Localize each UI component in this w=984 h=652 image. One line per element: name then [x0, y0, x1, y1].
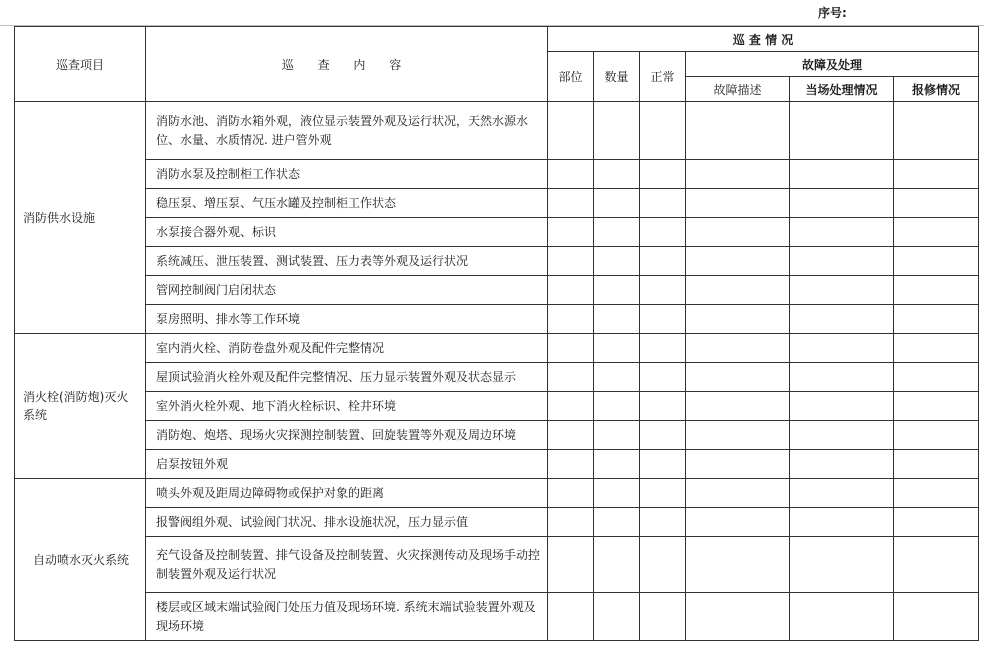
cell-count[interactable] [594, 363, 640, 392]
cell-normal[interactable] [640, 593, 686, 641]
cell-normal[interactable] [640, 363, 686, 392]
cell-onsite-handling[interactable] [790, 363, 894, 392]
inspection-item: 管网控制阀门启闭状态 [146, 276, 548, 305]
cell-fault-description[interactable] [686, 421, 790, 450]
table-row [15, 479, 979, 508]
cell-onsite-handling[interactable] [790, 247, 894, 276]
inspection-item: 楼层或区域末端试验阀门处压力值及现场环境. 系统末端试验装置外观及现场环境 [146, 593, 548, 641]
table-row [15, 392, 979, 421]
inspection-item: 泵房照明、排水等工作环境 [146, 305, 548, 334]
inspection-rows [15, 102, 979, 641]
cell-fault-description[interactable] [686, 276, 790, 305]
cell-location[interactable] [548, 189, 594, 218]
cell-normal[interactable] [640, 537, 686, 593]
cell-location[interactable] [548, 102, 594, 160]
cell-location[interactable] [548, 508, 594, 537]
header-location: 部位 [548, 52, 594, 102]
cell-onsite-handling[interactable] [790, 218, 894, 247]
cell-normal[interactable] [640, 276, 686, 305]
inspection-item: 室内消火栓、消防卷盘外观及配件完整情况 [146, 334, 548, 363]
cell-fault-description[interactable] [686, 160, 790, 189]
table-row [15, 450, 979, 479]
cell-count[interactable] [594, 305, 640, 334]
cell-normal[interactable] [640, 305, 686, 334]
cell-location[interactable] [548, 334, 594, 363]
table-row [15, 305, 979, 334]
header-inspection-item: 巡查项目 [15, 27, 146, 102]
category-water-supply: 消防供水设施 [15, 102, 146, 334]
table-row [15, 537, 979, 593]
cell-repair-status[interactable] [894, 593, 979, 641]
cell-onsite-handling[interactable] [790, 537, 894, 593]
cell-repair-status[interactable] [894, 160, 979, 189]
inspection-item: 水泵接合器外观、标识 [146, 218, 548, 247]
table-row [15, 334, 979, 363]
cell-fault-description[interactable] [686, 479, 790, 508]
category-hydrant-system: 消火栓(消防炮)灭火系统 [15, 334, 146, 479]
cell-onsite-handling[interactable] [790, 189, 894, 218]
table-row [15, 421, 979, 450]
cell-repair-status[interactable] [894, 363, 979, 392]
cell-count[interactable] [594, 247, 640, 276]
cell-repair-status[interactable] [894, 450, 979, 479]
table-row [15, 247, 979, 276]
cell-count[interactable] [594, 334, 640, 363]
cell-fault-description[interactable] [686, 247, 790, 276]
cell-repair-status[interactable] [894, 479, 979, 508]
cell-repair-status[interactable] [894, 334, 979, 363]
cell-onsite-handling[interactable] [790, 305, 894, 334]
table-row [15, 218, 979, 247]
cell-fault-description[interactable] [686, 508, 790, 537]
cell-repair-status[interactable] [894, 537, 979, 593]
table-row [15, 189, 979, 218]
cell-count[interactable] [594, 479, 640, 508]
serial-number-label: 序号: [818, 6, 847, 20]
table-row [15, 102, 979, 160]
category-sprinkler-system: 自动喷水灭火系统 [15, 479, 146, 641]
cell-onsite-handling[interactable] [790, 450, 894, 479]
cell-fault-description[interactable] [686, 218, 790, 247]
cell-location[interactable] [548, 218, 594, 247]
cell-onsite-handling[interactable] [790, 421, 894, 450]
cell-repair-status[interactable] [894, 421, 979, 450]
header-fault-description: 故障描述 [686, 77, 790, 102]
header-repair-status: 报修情况 [894, 77, 979, 102]
cell-count[interactable] [594, 450, 640, 479]
inspection-item: 喷头外观及距周边障碍物或保护对象的距离 [146, 479, 548, 508]
cell-fault-description[interactable] [686, 537, 790, 593]
inspection-item: 消防水泵及控制柜工作状态 [146, 160, 548, 189]
cell-onsite-handling[interactable] [790, 102, 894, 160]
cell-location[interactable] [548, 450, 594, 479]
cell-fault-description[interactable] [686, 102, 790, 160]
inspection-item: 消防炮、炮塔、现场火灾探测控制装置、回旋装置等外观及周边环境 [146, 421, 548, 450]
cell-count[interactable] [594, 276, 640, 305]
cell-normal[interactable] [640, 334, 686, 363]
cell-fault-description[interactable] [686, 450, 790, 479]
cell-normal[interactable] [640, 508, 686, 537]
cell-repair-status[interactable] [894, 305, 979, 334]
cell-onsite-handling[interactable] [790, 392, 894, 421]
inspection-item: 稳压泵、增压泵、气压水罐及控制柜工作状态 [146, 189, 548, 218]
cell-fault-description[interactable] [686, 189, 790, 218]
table-row [15, 276, 979, 305]
cell-onsite-handling[interactable] [790, 479, 894, 508]
cell-repair-status[interactable] [894, 102, 979, 160]
cell-onsite-handling[interactable] [790, 276, 894, 305]
cell-count[interactable] [594, 160, 640, 189]
cell-location[interactable] [548, 593, 594, 641]
inspection-item: 屋顶试验消火栓外观及配件完整情况、压力显示装置外观及状态显示 [146, 363, 548, 392]
cell-repair-status[interactable] [894, 508, 979, 537]
inspection-item: 消防水池、消防水箱外观，液位显示装置外观及运行状况，天然水源水位、水量、水质情况. 进户管外观 [146, 102, 548, 160]
cell-location[interactable] [548, 160, 594, 189]
cell-fault-description[interactable] [686, 305, 790, 334]
cell-normal[interactable] [640, 218, 686, 247]
inspection-item: 室外消火栓外观、地下消火栓标识、栓井环境 [146, 392, 548, 421]
cell-location[interactable] [548, 392, 594, 421]
table-row [15, 363, 979, 392]
cell-normal[interactable] [640, 160, 686, 189]
cell-location[interactable] [548, 537, 594, 593]
cell-normal[interactable] [640, 421, 686, 450]
cell-repair-status[interactable] [894, 392, 979, 421]
header-normal: 正常 [640, 52, 686, 102]
inspection-item: 启泵按钮外观 [146, 450, 548, 479]
table-row [15, 593, 979, 641]
table-row [15, 160, 979, 189]
cell-onsite-handling[interactable] [790, 160, 894, 189]
cell-count[interactable] [594, 508, 640, 537]
header-onsite-handling: 当场处理情况 [790, 77, 894, 102]
header-fault-handling: 故障及处理 [686, 52, 979, 77]
cell-normal[interactable] [640, 392, 686, 421]
cell-repair-status[interactable] [894, 189, 979, 218]
cell-location[interactable] [548, 276, 594, 305]
cell-location[interactable] [548, 363, 594, 392]
cell-location[interactable] [548, 247, 594, 276]
cell-repair-status[interactable] [894, 276, 979, 305]
cell-count[interactable] [594, 537, 640, 593]
inspection-item: 系统减压、泄压装置、测试装置、压力表等外观及运行状况 [146, 247, 548, 276]
cell-location[interactable] [548, 479, 594, 508]
cell-count[interactable] [594, 218, 640, 247]
cell-fault-description[interactable] [686, 334, 790, 363]
header-inspection-status: 巡 查 情 况 [548, 27, 979, 52]
cell-count[interactable] [594, 392, 640, 421]
cell-repair-status[interactable] [894, 218, 979, 247]
cell-fault-description[interactable] [686, 363, 790, 392]
header-count: 数量 [594, 52, 640, 102]
inspection-form-table [14, 26, 979, 641]
header-inspection-content: 巡 查 内 容 [146, 27, 548, 102]
cell-count[interactable] [594, 593, 640, 641]
cell-count[interactable] [594, 189, 640, 218]
cell-normal[interactable] [640, 189, 686, 218]
inspection-item: 报警阀组外观、试验阀门状况、排水设施状况，压力显示值 [146, 508, 548, 537]
cell-location[interactable] [548, 305, 594, 334]
cell-fault-description[interactable] [686, 392, 790, 421]
table-row [15, 508, 979, 537]
cell-location[interactable] [548, 421, 594, 450]
cell-normal[interactable] [640, 102, 686, 160]
cell-normal[interactable] [640, 479, 686, 508]
inspection-item: 充气设备及控制装置、排气设备及控制装置、火灾探测传动及现场手动控制装置外观及运行状况 [146, 537, 548, 593]
cell-onsite-handling[interactable] [790, 334, 894, 363]
cell-onsite-handling[interactable] [790, 593, 894, 641]
cell-normal[interactable] [640, 247, 686, 276]
cell-fault-description[interactable] [686, 593, 790, 641]
cell-repair-status[interactable] [894, 247, 979, 276]
cell-normal[interactable] [640, 450, 686, 479]
cell-count[interactable] [594, 102, 640, 160]
cell-count[interactable] [594, 421, 640, 450]
cell-onsite-handling[interactable] [790, 508, 894, 537]
